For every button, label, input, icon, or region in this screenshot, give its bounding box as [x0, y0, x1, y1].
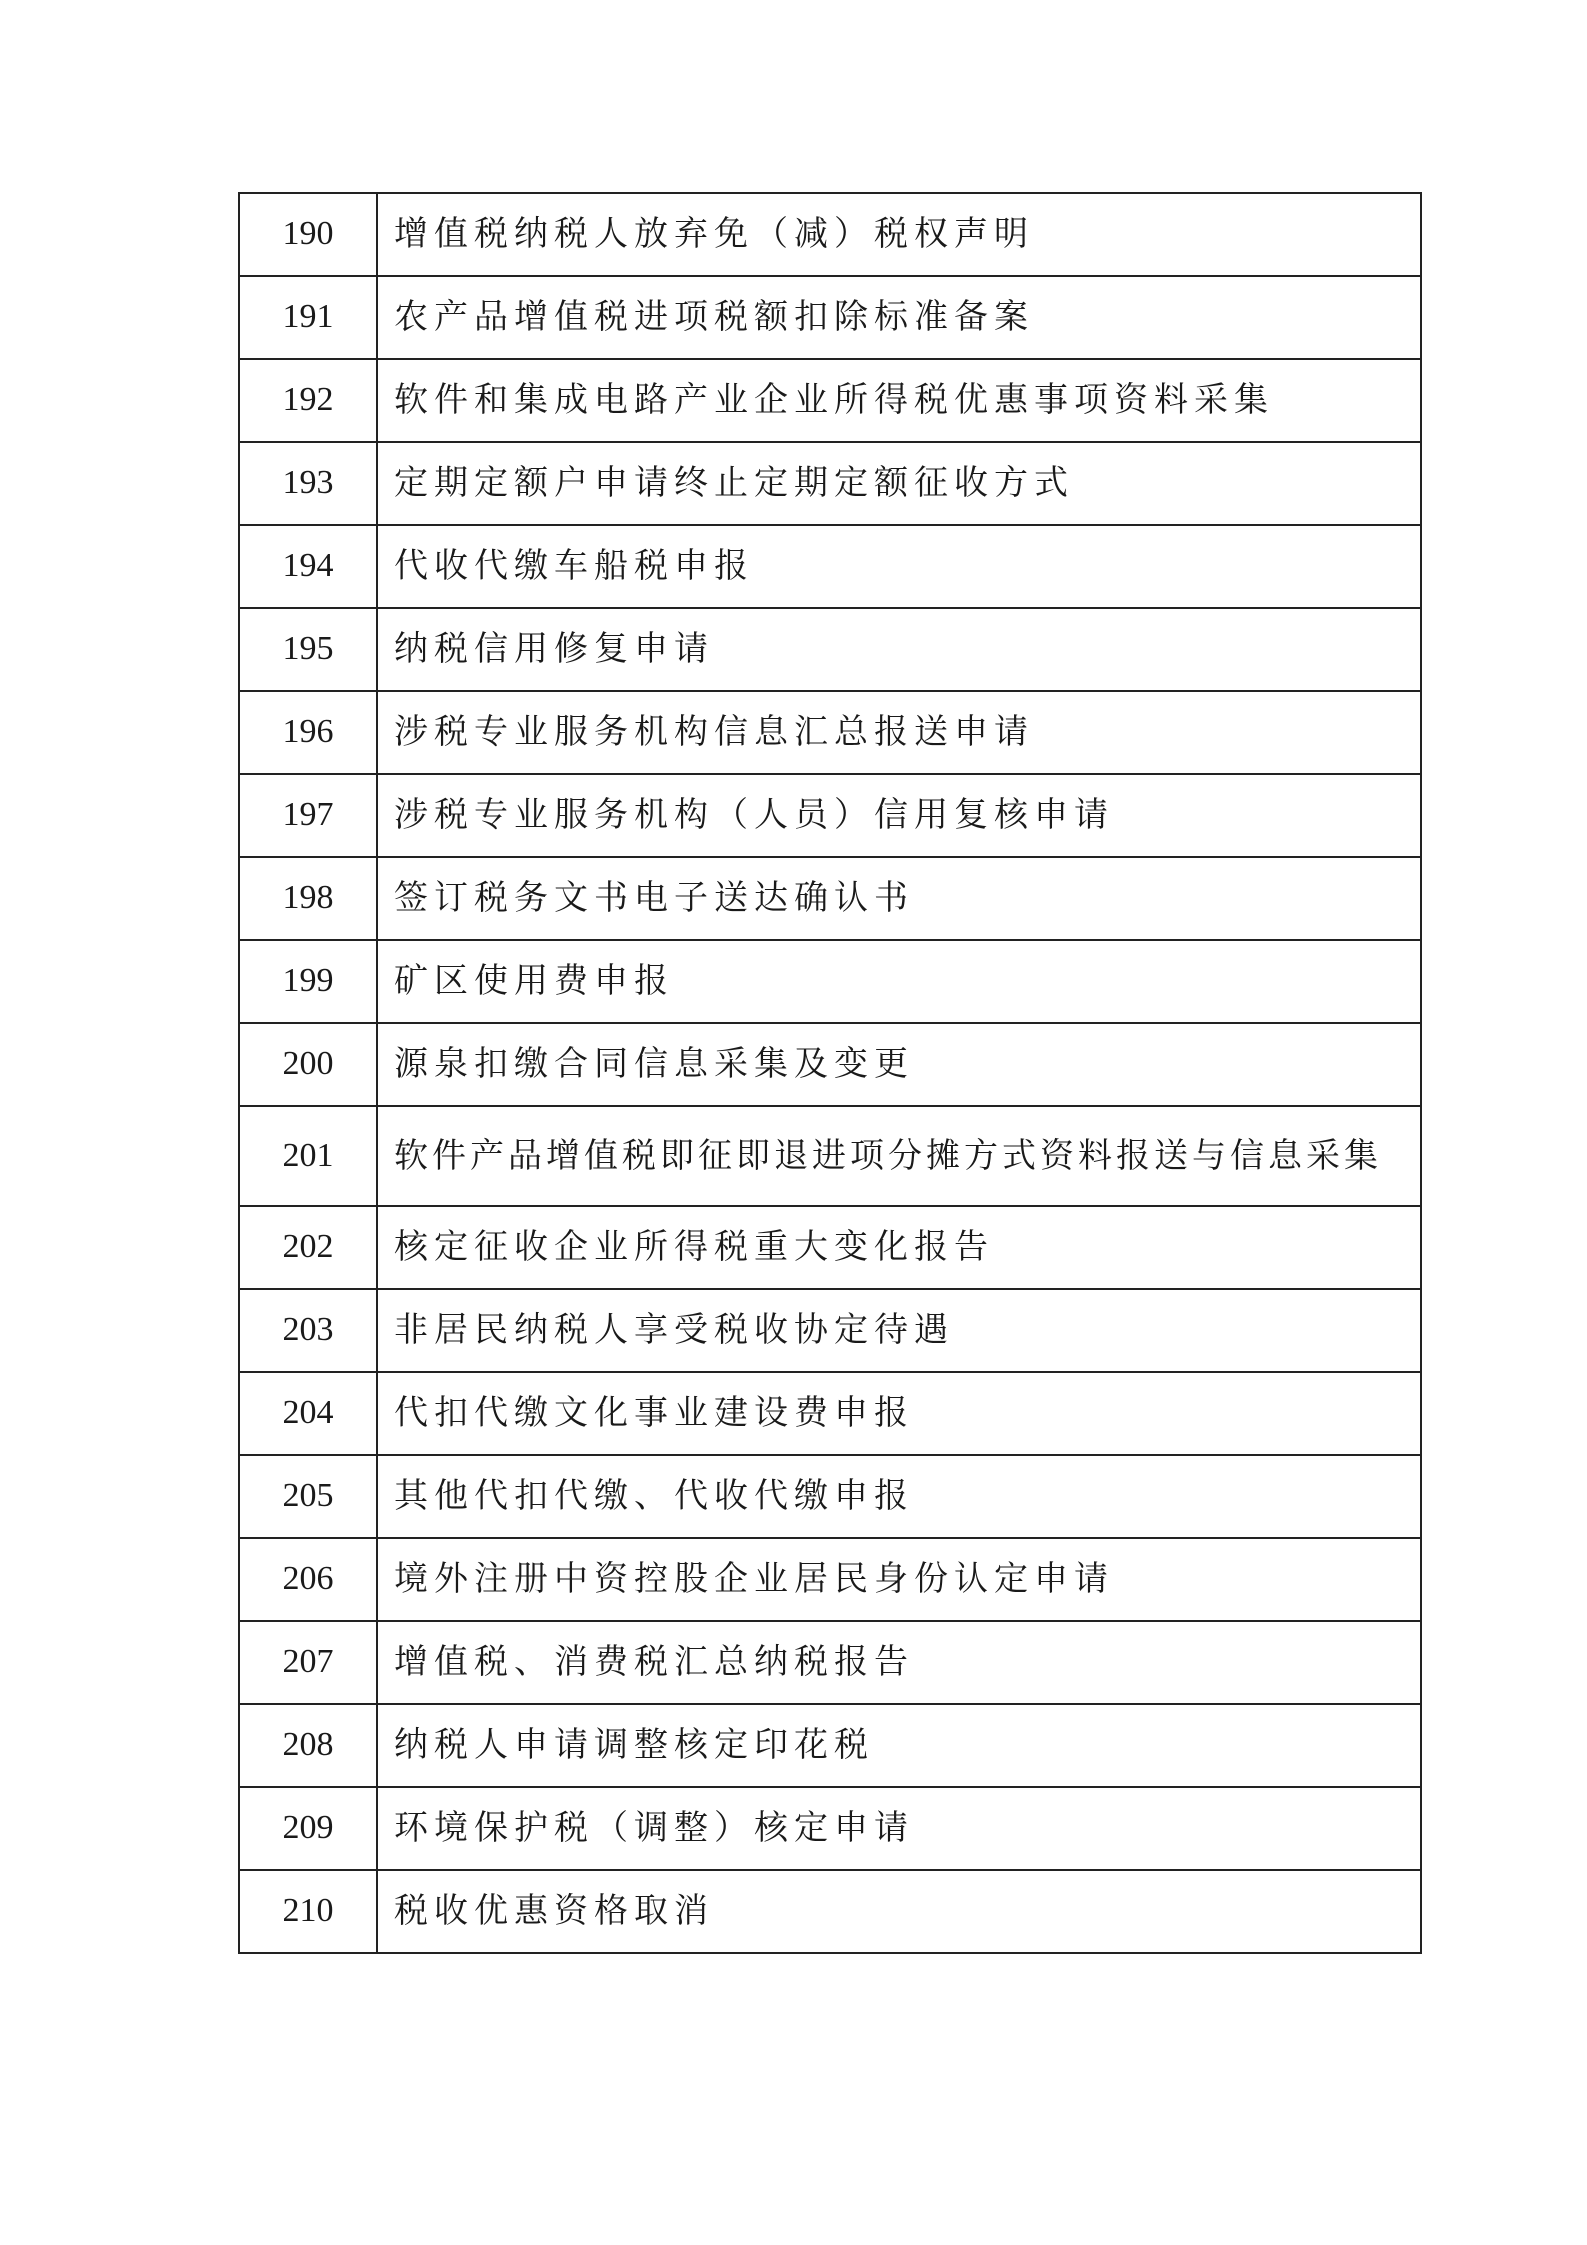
row-item-name: 纳税人申请调整核定印花税: [377, 1704, 1421, 1787]
row-item-name: 定期定额户申请终止定期定额征收方式: [377, 442, 1421, 525]
table-row: [239, 276, 1421, 359]
row-item-name: 核定征收企业所得税重大变化报告: [377, 1206, 1421, 1289]
table-row: [239, 1787, 1421, 1870]
row-item-name: 非居民纳税人享受税收协定待遇: [377, 1289, 1421, 1372]
row-number: 196: [239, 691, 377, 774]
table-row: [239, 857, 1421, 940]
row-item-name: 代扣代缴文化事业建设费申报: [377, 1372, 1421, 1455]
table-row: [239, 774, 1421, 857]
row-number: 205: [239, 1455, 377, 1538]
row-item-name: 矿区使用费申报: [377, 940, 1421, 1023]
row-number: 195: [239, 608, 377, 691]
row-number: 190: [239, 193, 377, 276]
row-number: 207: [239, 1621, 377, 1704]
row-item-name: 软件产品增值税即征即退进项分摊方式资料报送与信息采集: [377, 1106, 1421, 1206]
row-item-name: 涉税专业服务机构信息汇总报送申请: [377, 691, 1421, 774]
row-item-name: 境外注册中资控股企业居民身份认定申请: [377, 1538, 1421, 1621]
row-item-name: 纳税信用修复申请: [377, 608, 1421, 691]
row-item-name: 增值税纳税人放弃免（减）税权声明: [377, 193, 1421, 276]
row-number: 210: [239, 1870, 377, 1953]
row-item-name: 涉税专业服务机构（人员）信用复核申请: [377, 774, 1421, 857]
row-item-name: 增值税、消费税汇总纳税报告: [377, 1621, 1421, 1704]
row-number: 192: [239, 359, 377, 442]
row-number: 193: [239, 442, 377, 525]
row-item-name: 签订税务文书电子送达确认书: [377, 857, 1421, 940]
table-row: [239, 1621, 1421, 1704]
table-row: [239, 1206, 1421, 1289]
table-row: [239, 1870, 1421, 1953]
row-number: 201: [239, 1106, 377, 1206]
row-number: 203: [239, 1289, 377, 1372]
table-row: [239, 691, 1421, 774]
table-row: [239, 525, 1421, 608]
items-table: [238, 192, 1422, 1954]
table-row: [239, 1023, 1421, 1106]
table-row: [239, 442, 1421, 525]
row-number: 200: [239, 1023, 377, 1106]
table-row: [239, 1538, 1421, 1621]
table-row: [239, 1372, 1421, 1455]
row-number: 191: [239, 276, 377, 359]
row-item-name: 其他代扣代缴、代收代缴申报: [377, 1455, 1421, 1538]
table-row: [239, 1704, 1421, 1787]
row-number: 206: [239, 1538, 377, 1621]
table-row: [239, 608, 1421, 691]
row-item-name: 软件和集成电路产业企业所得税优惠事项资料采集: [377, 359, 1421, 442]
row-item-name: 农产品增值税进项税额扣除标准备案: [377, 276, 1421, 359]
row-item-name: 环境保护税（调整）核定申请: [377, 1787, 1421, 1870]
table-row: [239, 1106, 1421, 1206]
row-item-name: 代收代缴车船税申报: [377, 525, 1421, 608]
row-number: 197: [239, 774, 377, 857]
row-number: 208: [239, 1704, 377, 1787]
row-number: 194: [239, 525, 377, 608]
table-row: [239, 1289, 1421, 1372]
row-item-name: 税收优惠资格取消: [377, 1870, 1421, 1953]
table-row: [239, 1455, 1421, 1538]
row-item-name: 源泉扣缴合同信息采集及变更: [377, 1023, 1421, 1106]
table-row: [239, 940, 1421, 1023]
table-row: [239, 359, 1421, 442]
row-number: 202: [239, 1206, 377, 1289]
table-row: [239, 193, 1421, 276]
row-number: 209: [239, 1787, 377, 1870]
row-number: 199: [239, 940, 377, 1023]
row-number: 204: [239, 1372, 377, 1455]
row-number: 198: [239, 857, 377, 940]
